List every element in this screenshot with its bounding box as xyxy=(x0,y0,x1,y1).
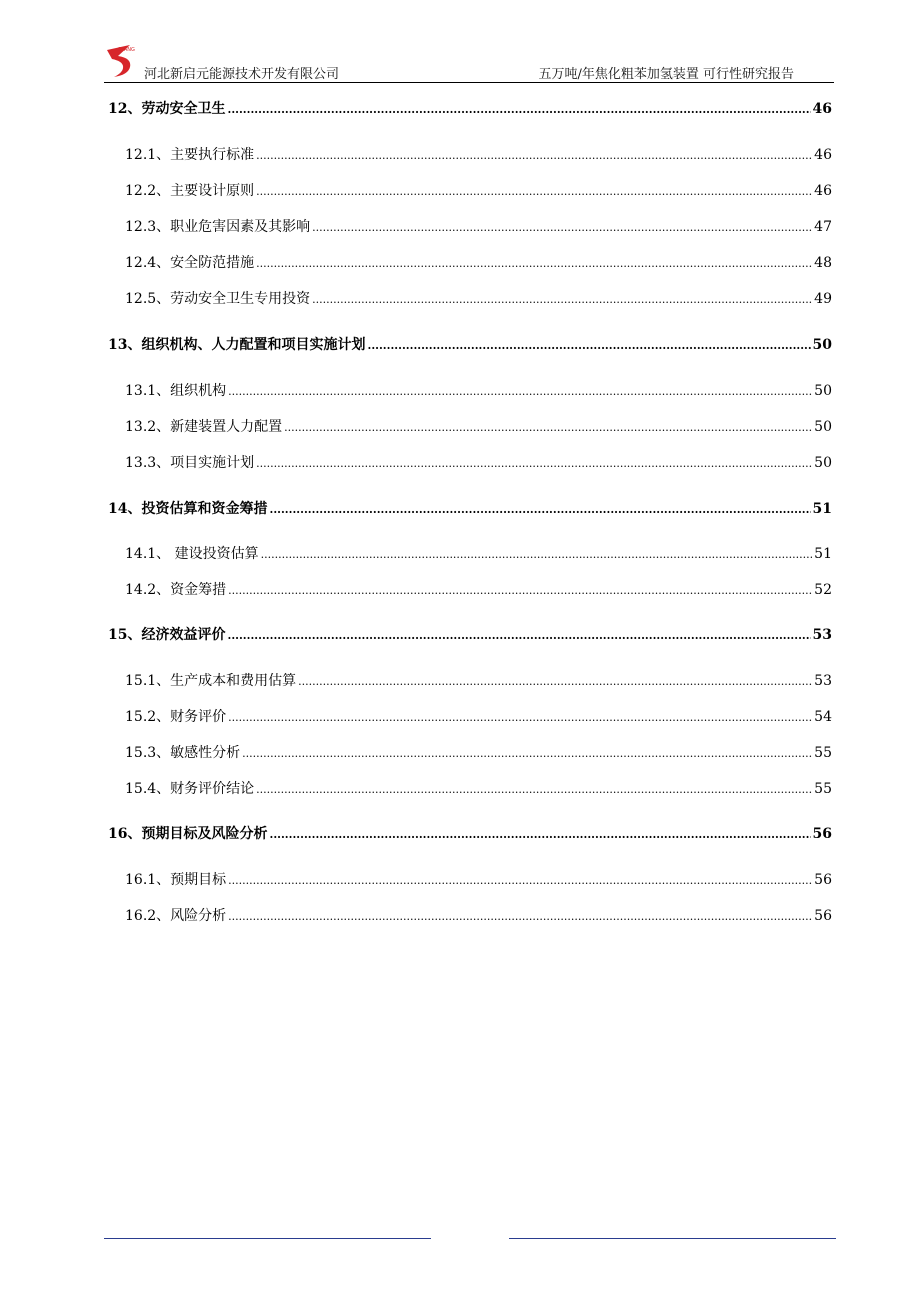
toc-dot-leader xyxy=(228,584,812,597)
toc-dot-leader xyxy=(261,548,813,561)
toc-section-entry[interactable] xyxy=(125,742,832,762)
toc-entry-title: 15.4、财务评价结论 xyxy=(125,781,255,797)
toc-dot-leader xyxy=(228,711,812,724)
toc-dot-leader xyxy=(284,421,812,434)
toc-dot-leader xyxy=(256,257,812,270)
toc-page-number: 47 xyxy=(814,219,832,235)
logo-text: SPANG xyxy=(118,47,135,53)
toc-dot-leader xyxy=(256,185,812,198)
toc-page-number: 50 xyxy=(814,455,832,471)
toc-entry-title: 13.1、组织机构 xyxy=(125,383,227,399)
toc-dot-leader xyxy=(228,874,812,887)
toc-page-number: 56 xyxy=(814,908,832,924)
toc-entry-title: 16.2、风险分析 xyxy=(125,908,227,924)
toc-entry-title: 12.5、劳动安全卫生专用投资 xyxy=(125,291,311,307)
toc-chapter-entry[interactable] xyxy=(108,98,832,118)
toc-section-entry[interactable] xyxy=(125,579,832,599)
toc-page-number: 46 xyxy=(814,183,832,199)
toc-dot-leader xyxy=(228,910,812,923)
footer-rule-left xyxy=(104,1238,431,1239)
toc-entry-title: 12、劳动安全卫生 xyxy=(108,101,226,117)
toc-entry-title: 13、组织机构、人力配置和项目实施计划 xyxy=(108,337,366,353)
toc-entry-title: 14.2、资金筹措 xyxy=(125,582,227,598)
company-logo-icon xyxy=(104,42,144,80)
page-header xyxy=(104,40,834,83)
toc-page-number: 54 xyxy=(814,709,832,725)
toc-page-number: 53 xyxy=(812,627,832,643)
toc-section-entry[interactable] xyxy=(125,905,832,925)
toc-entry-title: 16、预期目标及风险分析 xyxy=(108,826,268,842)
toc-page-number: 55 xyxy=(814,781,832,797)
toc-section-entry[interactable] xyxy=(125,144,832,164)
toc-dot-leader xyxy=(227,103,810,116)
toc-section-entry[interactable] xyxy=(125,216,832,236)
toc-dot-leader xyxy=(242,747,812,760)
company-name: 河北新启元能源技术开发有限公司 xyxy=(144,67,340,82)
toc-entry-title: 12.3、职业危害因素及其影响 xyxy=(125,219,311,235)
toc-page-number: 50 xyxy=(814,383,832,399)
toc-dot-leader xyxy=(256,457,812,470)
toc-section-entry[interactable] xyxy=(125,452,832,472)
toc-dot-leader xyxy=(256,783,812,796)
toc-page-number: 46 xyxy=(812,101,832,117)
toc-dot-leader xyxy=(256,149,812,162)
toc-page-number: 53 xyxy=(814,673,832,689)
toc-dot-leader xyxy=(269,828,810,841)
toc-entry-title: 14、投资估算和资金筹措 xyxy=(108,501,268,517)
toc-entry-title: 15、经济效益评价 xyxy=(108,627,226,643)
report-title: 五万吨/年焦化粗苯加氢装置 可行性研究报告 xyxy=(538,67,794,82)
toc-section-entry[interactable] xyxy=(125,380,832,400)
toc-section-entry[interactable] xyxy=(125,706,832,726)
toc-dot-leader xyxy=(367,339,810,352)
toc-entry-title: 15.1、生产成本和费用估算 xyxy=(125,673,297,689)
toc-entry-title: 16.1、预期目标 xyxy=(125,872,227,888)
toc-section-entry[interactable] xyxy=(125,180,832,200)
toc-chapter-entry[interactable] xyxy=(108,498,832,518)
toc-entry-title: 12.4、安全防范措施 xyxy=(125,255,255,271)
toc-page-number: 55 xyxy=(814,745,832,761)
toc-section-entry[interactable] xyxy=(125,252,832,272)
toc-section-entry[interactable] xyxy=(125,869,832,889)
toc-page-number: 50 xyxy=(814,419,832,435)
toc-page-number: 49 xyxy=(814,291,832,307)
toc-entry-title: 12.1、主要执行标准 xyxy=(125,147,255,163)
toc-page-number: 48 xyxy=(814,255,832,271)
toc-dot-leader xyxy=(269,503,810,516)
toc-page-number: 51 xyxy=(812,501,832,517)
toc-entry-title: 12.2、主要设计原则 xyxy=(125,183,255,199)
toc-page-number: 56 xyxy=(814,872,832,888)
toc-section-entry[interactable] xyxy=(125,543,832,563)
toc-dot-leader xyxy=(227,629,810,642)
toc-chapter-entry[interactable] xyxy=(108,334,832,354)
toc-entry-title: 13.3、项目实施计划 xyxy=(125,455,255,471)
toc-entry-title: 14.1、 建设投资估算 xyxy=(125,546,259,562)
footer-rule-right xyxy=(509,1238,836,1239)
toc-section-entry[interactable] xyxy=(125,416,832,436)
toc-page-number: 50 xyxy=(812,337,832,353)
toc-dot-leader xyxy=(312,293,812,306)
toc-page-number: 51 xyxy=(814,546,832,562)
toc-chapter-entry[interactable] xyxy=(108,823,832,843)
toc-entry-title: 15.3、敏感性分析 xyxy=(125,745,241,761)
toc-section-entry[interactable] xyxy=(125,288,832,308)
toc-dot-leader xyxy=(298,675,812,688)
toc-page-number: 56 xyxy=(812,826,832,842)
toc-dot-leader xyxy=(312,221,812,234)
toc-entry-title: 15.2、财务评价 xyxy=(125,709,227,725)
toc-dot-leader xyxy=(228,385,812,398)
toc-entry-title: 13.2、新建装置人力配置 xyxy=(125,419,283,435)
toc-section-entry[interactable] xyxy=(125,778,832,798)
toc-chapter-entry[interactable] xyxy=(108,624,832,644)
toc-section-entry[interactable] xyxy=(125,670,832,690)
toc-page-number: 46 xyxy=(814,147,832,163)
toc-page-number: 52 xyxy=(814,582,832,598)
